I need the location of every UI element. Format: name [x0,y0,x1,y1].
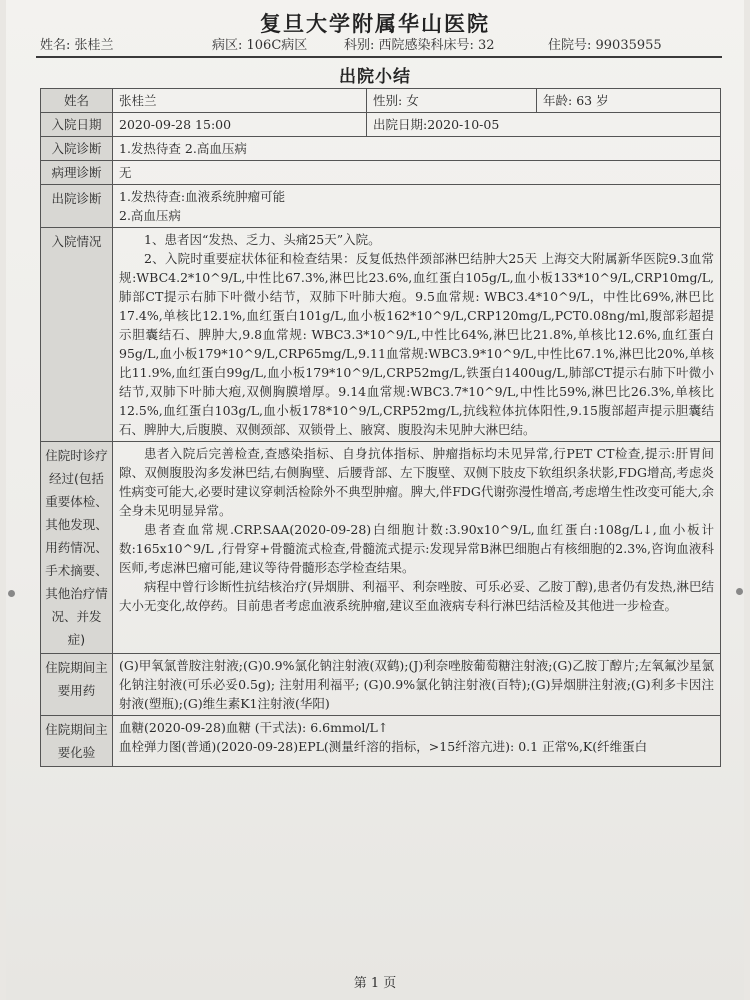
value-admit-date: 2020-09-28 15:00 [113,113,367,137]
label-pathology-dx: 病理诊断 [41,161,113,185]
document-page [6,0,744,1000]
header-dept-bed: 科别: 西院感染科床号: 32 [344,38,495,53]
discharge-dx-2: 2.高血压病 [119,208,181,223]
row-course [41,442,721,654]
labs-line1: 血糖(2020-09-28)血糖 (干式法): 6.6mmol/L↑ [119,720,389,735]
meds-text: (G)甲氧氯普胺注射液;(G)0.9%氯化钠注射液(双鹤);(J)利奈唑胺葡萄糖注射液;(G)乙胺丁醇片;左氧氟沙星氯化钠注射液(可乐必妥0.5g); 注射用利福平; (G)0.9%氯化钠注射液(百特);(G)异烟肼注射液;(G)利多卡因注射液(塑瓶);(G)维生素K1注射液(华阳) [119,658,714,711]
patient-info-line [40,34,724,54]
page-number: 第 1 页 [353,976,397,991]
value-name: 张桂兰 [113,89,367,113]
document-title: 出院小结 [339,67,411,87]
label-name: 姓名 [41,89,113,113]
label-labs: 住院期间主要化验 [41,716,113,767]
header-admission-no: 住院号: 99035955 [548,38,662,53]
binder-hole-icon [8,590,15,597]
label-discharge-date: 出院日期: [373,117,428,132]
value-labs [113,716,721,767]
value-gender: 女 [406,93,419,108]
row-admit-condition [41,228,721,442]
binder-hole-icon [736,588,743,595]
row-meds [41,654,721,716]
value-discharge-date: 2020-10-05 [427,117,500,132]
row-admit-dx [41,137,721,161]
header-patient-name: 姓名: 张桂兰 [40,38,114,53]
value-admit-dx: 1.发热待查 2.高血压病 [113,137,721,161]
hospital-name: 复旦大学附属华山医院 [260,12,490,36]
row-labs [41,716,721,767]
label-admit-condition: 入院情况 [41,228,113,442]
value-meds [113,654,721,716]
row-patient [41,89,721,113]
cell-age [537,89,721,113]
course-p1: 患者入院后完善检查,查感染指标、自身抗体指标、肿瘤指标均未见异常,行PET CT检查,提示:肝胃间隙、双侧腹股沟多发淋巴结,右侧胸壁、后腰背部、左下腹壁、双侧下肢皮下软组织条状影,FDG增高,考虑炎性病变可能大,必要时建议穿刺活检除外不典型肿瘤。脾大,伴FDG代谢弥漫性增高,考虑增生性改变可能大,余全身未见明显异常。 [119,446,714,518]
admit-condition-p2: 2、入院时重要症状体征和检查结果：反复低热伴颈部淋巴结肿大25天 上海交大附属新华医院9.3血常规:WBC4.2*10^9/L,中性比67.3%,淋巴比23.6%,血红蛋白105g/L,血小板133*10^9/L,CRP10mg/L,肺部CT提示右肺下叶微小结节，双肺下叶肺大疱。9.5血常规: WBC3.4*10^9/L，中性比69%,淋巴比17.4%,单核比12.1%,血红蛋白101g/L,血小板162*10^9/L,CRP120mg/L,PCT0.08ng/ml,腹部彩超提示胆囊结石、脾肿大,9.8血常规: WBC3.3*10^9/L,中性比64%,淋巴比21.8%,单核比12.6%,血红蛋白95g/L,血小板179*10^9/L,CRP65mg/L,9.11血常规:WBC3.9*10^9/L,中性比67.1%,淋巴比20%,单核比11.9%,血红蛋白99g/L,血小板179*10^9/L,CRP52mg/L,铁蛋白1400ug/L,肺部CT提示右肺下叶微小结节,双肺下叶肺大疱,双侧胸膜增厚。9.14血常规:WBC3.7*10^9/L,中性比59%,淋巴比26.3%,单核比12.5%,血红蛋白103g/L,血小板178*10^9/L,CRP52mg/L,抗线粒体抗体阳性,9.15腹部超声提示胆囊结石、脾肿大,后腹膜、双侧颈部、双锁骨上、腋窝、腹股沟未见肿大淋巴结。 [119,251,714,437]
label-admit-dx: 入院诊断 [41,137,113,161]
discharge-summary-table [40,88,721,767]
value-admit-condition [113,228,721,442]
label-course: 住院时诊疗经过(包括重要体检、其他发现、用药情况、手术摘要、其他治疗情况、并发症) [41,442,113,654]
admit-condition-p1: 1、患者因“发热、乏力、头痛25天”入院。 [144,232,381,247]
label-admit-date: 入院日期 [41,113,113,137]
label-age: 年龄: [543,93,573,108]
header-ward: 病区: 106C病区 [212,38,308,53]
label-gender: 性别: [373,93,403,108]
value-pathology-dx: 无 [113,161,721,185]
discharge-dx-1: 1.发热待查:血液系统肿瘤可能 [119,189,286,204]
row-pathology-dx [41,161,721,185]
label-discharge-dx: 出院诊断 [41,185,113,228]
value-age: 63 岁 [576,93,609,108]
value-course [113,442,721,654]
cell-gender [367,89,537,113]
header-divider [36,56,722,58]
course-p2: 患者查血常规.CRP.SAA(2020-09-28)白细胞计数:3.90x10^9/L,血红蛋白:108g/L↓,血小板计数:165x10^9/L ,行骨穿+骨髓流式检查,骨髓流式提示:发现异常B淋巴细胞占有核细胞的2.3%,咨询血液科医师,考虑淋巴瘤可能,建议等待骨髓形态学检查结果。 [119,522,714,575]
value-discharge-dx [113,185,721,228]
labs-line2: 血栓弹力图(普通)(2020-09-28)EPL(测量纤溶的指标，>15纤溶亢进): 0.1 正常%,K(纤维蛋白 [119,739,648,754]
row-dates [41,113,721,137]
row-discharge-dx [41,185,721,228]
cell-discharge-date [367,113,721,137]
label-meds: 住院期间主要用药 [41,654,113,716]
course-p3: 病程中曾行诊断性抗结核治疗(异烟肼、利福平、利奈唑胺、可乐必妥、乙胺丁醇),患者仍有发热,淋巴结大小无变化,故停药。目前患者考虑血液系统肿瘤,建议至血液病专科行淋巴结活检及其他进一步检查。 [119,579,714,613]
